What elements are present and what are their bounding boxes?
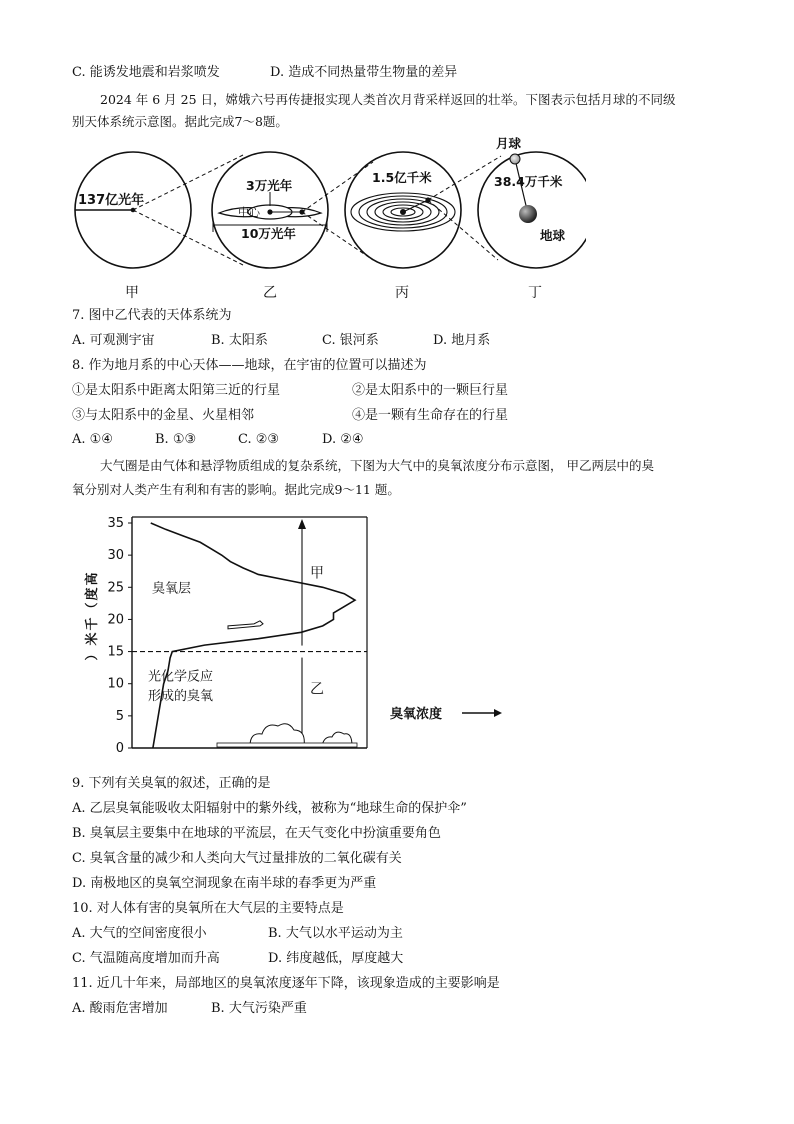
y-axis-label-char: （	[85, 602, 100, 616]
earth-icon	[519, 205, 537, 223]
lower-layer-label: 乙	[310, 681, 324, 698]
q9-option-a: A. 乙层臭氧能吸收太阳辐射中的紫外线，被称为“地球生命的保护伞”	[72, 801, 467, 816]
yi-caption: 乙	[263, 285, 277, 301]
photochemical-label-line2: 形成的臭氧	[148, 688, 214, 704]
q8-statement-3: ③与太阳系中的金星、火星相邻	[72, 408, 255, 423]
y-tick-label: 10	[107, 676, 124, 692]
q7-option-c: C. 银河系	[322, 333, 379, 348]
intro-9-11-line1: 大气圈是由气体和悬浮物质组成的复杂系统，下图为大气中的臭氧浓度分布示意图， 甲乙两层中的臭	[100, 458, 654, 473]
y-tick-label: 30	[107, 548, 124, 564]
q8-option-a: A. ①④	[72, 432, 113, 447]
ground-strip	[217, 743, 357, 747]
q9-option-d: D. 南极地区的臭氧空洞现象在南半球的春季更为严重	[72, 876, 377, 891]
upper-bracket-arrow	[298, 519, 306, 529]
q8-statement-4: ④是一颗有生命存在的行星	[352, 408, 509, 423]
q7-option-b: B. 太阳系	[211, 333, 268, 348]
q7-option-a: A. 可观测宇宙	[72, 333, 155, 348]
ozone-concentration-chart	[80, 505, 510, 760]
system-ding	[478, 136, 586, 301]
bing-distance-label: 1.5亿千米	[372, 170, 432, 185]
ding-moon-label: 月球	[496, 136, 522, 151]
y-tick-label: 20	[107, 612, 124, 628]
y-tick-label: 25	[107, 580, 124, 596]
q11-stem: 11. 近几十年来，局部地区的臭氧浓度逐年下降，该现象造成的主要影响是	[72, 976, 500, 991]
yi-thickness-label: 3万光年	[246, 178, 293, 193]
q10-option-d: D. 纬度越低，厚度越大	[268, 951, 404, 966]
q10-option-a: A. 大气的空间密度很小	[72, 926, 207, 941]
q9-stem: 9. 下列有关臭氧的叙述，正确的是	[72, 776, 271, 791]
upper-layer-label: 甲	[310, 565, 324, 582]
y-tick-label: 5	[115, 708, 124, 724]
y-axis-label-char: 米	[85, 632, 100, 646]
q8-option-d: D. ②④	[322, 432, 364, 447]
system-jia	[75, 152, 191, 301]
y-axis-label-char: ）	[85, 647, 100, 661]
ding-caption: 丁	[528, 285, 542, 301]
photochemical-label-line1: 光化学反应	[148, 669, 214, 685]
celestial-systems-diagram	[66, 132, 586, 304]
y-tick-label: 0	[115, 741, 124, 756]
q10-option-c: C. 气温随高度增加而升高	[72, 951, 220, 966]
y-tick-label: 15	[107, 644, 124, 660]
q6-option-d: D. 造成不同热量带生物量的差异	[270, 65, 458, 80]
ding-earth-label: 地球	[540, 228, 566, 243]
system-bing	[345, 152, 461, 301]
q8-statement-2: ②是太阳系中的一颗巨行星	[352, 383, 509, 398]
jia-distance-label: 137亿光年	[78, 193, 145, 208]
q8-stem: 8. 作为地月系的中心天体——地球，在宇宙的位置可以描述为	[72, 358, 427, 373]
q9-option-c: C. 臭氧含量的减少和人类向大气过量排放的二氧化碳有关	[72, 851, 402, 866]
ozone-layer-label: 臭氧层	[152, 581, 192, 597]
intro-7-8-line1: 2024 年 6 月 25 日，嫦娥六号再传捷报实现人类首次月背采样返回的壮举。下图表示包括月球的不同级	[100, 92, 676, 107]
q7-option-d: D. 地月系	[433, 333, 491, 348]
q8-option-b: B. ①③	[155, 432, 197, 447]
y-axis-label-char: 度	[85, 587, 100, 601]
y-axis-label-char: 千	[85, 617, 100, 631]
x-axis-label: 臭氧浓度	[390, 707, 443, 722]
y-axis-label-char: 高	[85, 572, 100, 586]
q11-option-a: A. 酸雨危害增加	[72, 1001, 168, 1016]
q11-option-b: B. 大气污染严重	[211, 1001, 307, 1016]
q8-option-c: C. ②③	[238, 432, 280, 447]
q10-stem: 10. 对人体有害的臭氧所在大气层的主要特点是	[72, 901, 344, 916]
q7-stem: 7. 图中乙代表的天体系统为	[72, 308, 232, 323]
q6-option-c: C. 能诱发地震和岩浆喷发	[72, 65, 220, 80]
ding-distance-label: 38.4万千米	[494, 174, 563, 189]
q8-statement-1: ①是太阳系中距离太阳第三近的行星	[72, 383, 281, 398]
moon-icon	[510, 154, 520, 164]
airplane-icon	[228, 621, 263, 629]
y-tick-label: 35	[107, 516, 124, 531]
system-yi	[212, 152, 328, 301]
intro-9-11-line2: 氧分别对人类产生有利和有害的影响。据此完成9～11 题。	[72, 482, 400, 497]
ozone-profile-line	[151, 523, 355, 748]
yi-diameter-label: 10万光年	[241, 226, 296, 241]
yi-center-label: 中心	[238, 206, 260, 219]
q9-option-b: B. 臭氧层主要集中在地球的平流层，在天气变化中扮演重要角色	[72, 826, 441, 841]
x-arrow-head	[494, 709, 502, 717]
jia-caption: 甲	[125, 285, 139, 301]
bing-caption: 丙	[395, 285, 409, 301]
q10-option-b: B. 大气以水平运动为主	[268, 926, 403, 941]
intro-7-8-line2: 别天体系统示意图。据此完成7～8题。	[72, 114, 288, 129]
